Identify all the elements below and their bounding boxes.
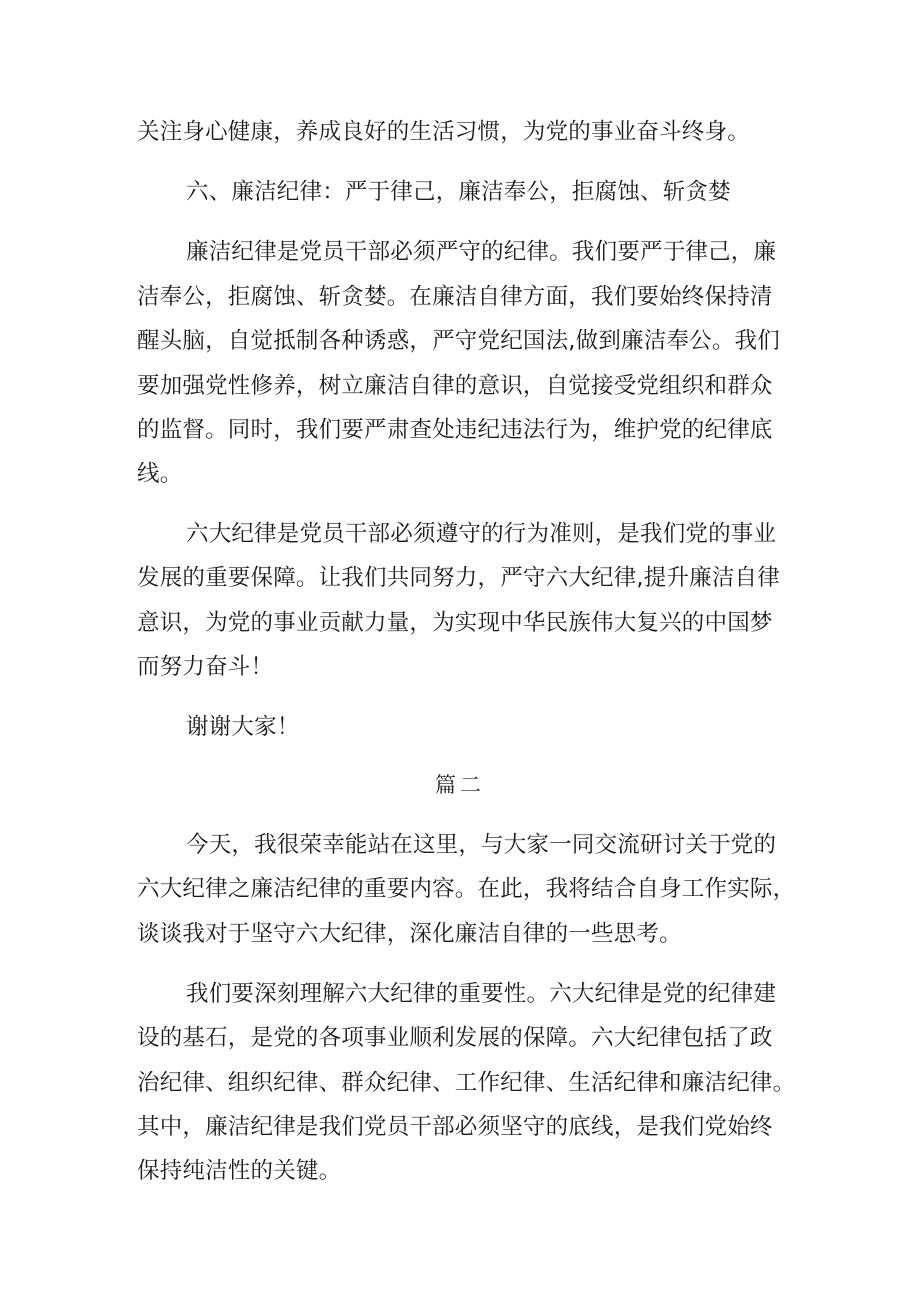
section-heading: 六、廉洁纪律：严于律己，廉洁奉公，拒腐蚀、斩贪婪 [186, 179, 731, 205]
body-line: 廉洁纪律是党员干部必须严守的纪律。我们要严于律己，廉 [186, 239, 777, 265]
body-line: 谈谈我对于坚守六大纪律，深化廉洁自律的一些思考。 [137, 921, 682, 947]
body-line: 保持纯洁性的关键。 [137, 1158, 342, 1184]
body-line: 六大纪律是党员干部必须遵守的行为准则，是我们党的事业 [186, 521, 777, 547]
body-line: 洁奉公，拒腐蚀、斩贪婪。在廉洁自律方面，我们要始终保持清 [137, 284, 773, 310]
body-line: 的监督。同时，我们要严肃查处违纪违法行为，维护党的纪律底 [137, 417, 773, 443]
part-heading: 篇二 [435, 773, 485, 797]
body-line: 发展的重要保障。让我们共同努力，严守六大纪律,提升廉洁自律 [137, 565, 780, 591]
closing-line: 谢谢大家！ [186, 714, 300, 740]
body-line: 线。 [137, 461, 183, 487]
body-line: 醒头脑，自觉抵制各种诱惑，严守党纪国法,做到廉洁奉公。我们 [137, 328, 780, 354]
body-line: 关注身心健康，养成良好的生活习惯，为党的事业奋斗终身。 [137, 119, 750, 145]
body-line: 而努力奋斗！ [137, 654, 274, 680]
body-line: 六大纪律之廉洁纪律的重要内容。在此，我将结合自身工作实际， [137, 876, 796, 902]
body-line: 治纪律、组织纪律、群众纪律、工作纪律、生活纪律和廉洁纪律。 [137, 1070, 796, 1096]
body-line: 意识，为党的事业贡献力量，为实现中华民族伟大复兴的中国梦 [137, 610, 773, 636]
body-line: 设的基石，是党的各项事业顺利发展的保障。六大纪律包括了政 [137, 1025, 773, 1051]
body-line: 其中，廉洁纪律是我们党员干部必须坚守的底线，是我们党始终 [137, 1114, 773, 1140]
body-line: 今天，我很荣幸能站在这里，与大家一同交流研讨关于党的 [186, 832, 777, 858]
body-line: 我们要深刻理解六大纪律的重要性。六大纪律是党的纪律建 [186, 981, 777, 1007]
body-line: 要加强党性修养，树立廉洁自律的意识，自觉接受党组织和群众 [137, 373, 773, 399]
